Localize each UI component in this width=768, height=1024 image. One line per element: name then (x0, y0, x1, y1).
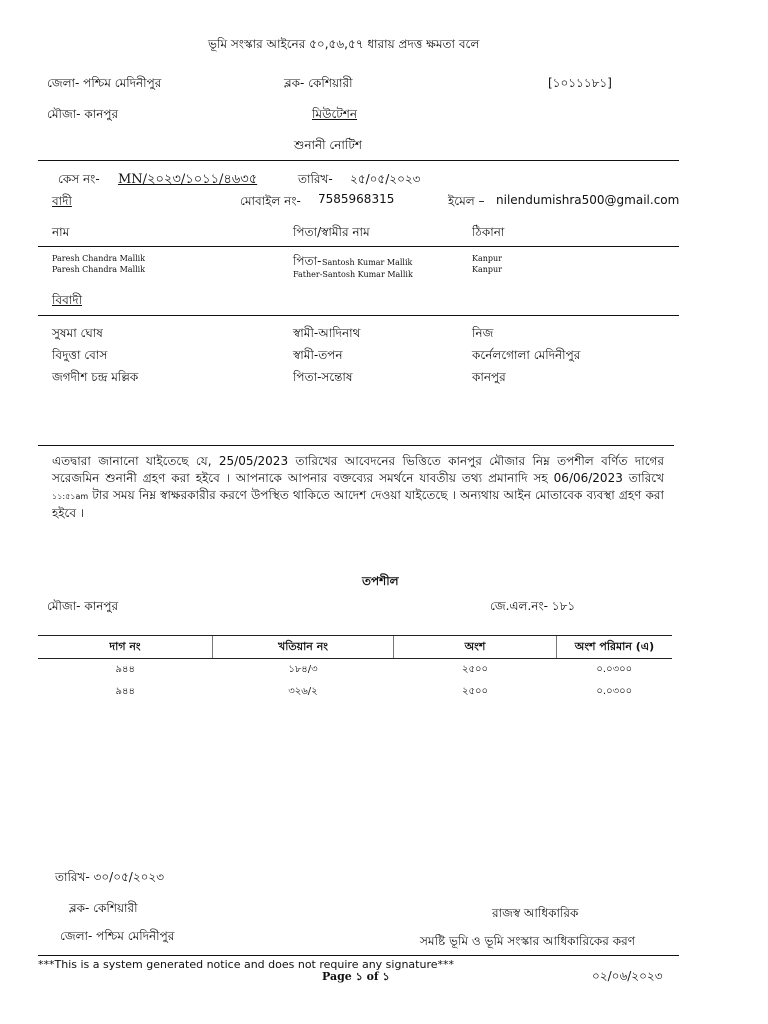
email-label: ইমেল – (448, 194, 485, 208)
column-header-share-area: অংশ পরিমান (এ) (557, 636, 673, 659)
dag-number: ৯৪৪ (115, 663, 135, 675)
share: ২৫০০ (462, 663, 488, 675)
table-header-row (38, 636, 672, 659)
officer-title: রাজস্ব আধিকারিক (492, 906, 579, 920)
share: ২৫০০ (462, 685, 488, 697)
mouza-label: মৌজা- কানপুর (47, 107, 119, 121)
defendant-address: নিজ (472, 326, 494, 340)
column-header-relation: পিতা/স্বামীর নাম (293, 225, 370, 239)
plaintiff-name: Paresh Chandra Mallik (52, 265, 146, 274)
notice-body-part2: টার সময় নিম্ন স্বাক্ষরকারীর করণে উপস্থিত থাকিতে আদেশ দেওয়া যাইতেছে । অন্যথায় আইন মোতাবেক ব্যবস্থা গ্রহণ করা হইবে । (52, 488, 664, 520)
district-label: জেলা- পশ্চিম মেদিনীপুর (47, 76, 162, 90)
plaintiff-name: Paresh Chandra Mallik (52, 254, 146, 263)
footer-block: ব্লক- কেশিয়ারী (69, 901, 138, 915)
jl-number: জে.এল.নং- ১৮১ (490, 599, 576, 613)
plaintiff-relation-prefix: পিতা- (293, 254, 322, 268)
defendant-name: সুষমা ঘোষ (52, 326, 103, 340)
divider (38, 246, 679, 247)
notice-body-part1: এতদ্বারা জানানো যাইতেছে যে, 25/05/2023 তারিখের আবেদনের ভিত্তিতে কানপুর মৌজার নিম্ন তপশীল বর্ণিত দাগের সরেজমিন শুনানী গ্রহণ করা হইবে । আপনাকে আপনার বক্তব্যের সমর্থনে যাবতীয় তথ্য প্রমানাদি সহ 06/06/2023 তারিখে (52, 454, 664, 485)
table-row (38, 681, 672, 703)
defendant-name: জগদীশ চন্দ্র মল্লিক (52, 370, 139, 384)
column-header-khatian: খতিয়ান নং (213, 636, 394, 659)
authority-line: ভূমি সংস্কার আইনের ৫০,৫৬,৫৭ ধারায় প্রদত্ত ক্ষমতা বলে (208, 37, 480, 51)
defendant-name: বিদুত্তা বোস (52, 348, 108, 362)
mobile-number: 7585968315 (318, 192, 395, 206)
plaintiff-address: Kanpur (472, 254, 502, 263)
plaintiff-relation: Father-Santosh Kumar Mallik (293, 270, 413, 279)
office-code: [১০১১১৮১] (548, 76, 612, 90)
footer-district: জেলা- পশ্চিম মেদিনীপুর (60, 929, 175, 943)
plaintiff-section-label: বাদী (52, 194, 72, 208)
print-date: ০২/০৬/২০২৩ (592, 969, 663, 983)
case-number-label: কেস নং- (58, 172, 100, 186)
dag-number: ৯৪৪ (115, 685, 135, 697)
page-number: Page ১ of ১ (322, 970, 390, 983)
case-number: MN/২০২৩/১০১১/৪৬৩৫ (118, 172, 258, 187)
divider (38, 445, 674, 446)
tapsil-title: তপশীল (362, 574, 399, 588)
block-label: ব্লক- কেশিয়ারী (284, 76, 353, 90)
khatian-number: ১৮৪/৩ (288, 663, 318, 675)
tapsil-mouza: মৌজা- কানপুর (47, 599, 119, 613)
hearing-time: ১১:৫১am (52, 492, 89, 501)
office-name: সমষ্টি ভূমি ও ভূমি সংস্কার আধিকারিকের করণ (420, 934, 635, 948)
divider (38, 315, 679, 316)
tapsil-table (38, 635, 672, 703)
defendant-relation: স্বামী-তপন (293, 348, 343, 362)
notice-type: মিউটেশন (312, 107, 358, 121)
column-header-dag: দাগ নং (38, 636, 213, 659)
defendant-relation: স্বামী-আদিনাথ (293, 326, 361, 340)
case-date: ২৫/০৫/২০২৩ (350, 172, 421, 186)
column-header-share: অংশ (394, 636, 557, 659)
email-address: nilendumishra500@gmail.com (496, 193, 680, 207)
share-area: ০.০৩০০ (596, 685, 633, 697)
divider (38, 955, 679, 956)
notice-title: শুনানী নোটিশ (294, 138, 362, 152)
defendant-section-label: বিবাদী (52, 293, 83, 307)
mobile-label: মোবাইল নং- (240, 194, 301, 208)
defendant-address: কানপুর (472, 370, 506, 384)
defendant-address: কর্নেলগোলা মেদিনীপুর (472, 348, 581, 362)
system-note: ***This is a system generated notice and does not require any signature*** (38, 958, 455, 971)
divider (38, 160, 679, 161)
case-date-label: তারিখ- (298, 172, 333, 186)
notice-body (52, 453, 664, 522)
defendant-relation: পিতা-সন্তোষ (293, 370, 353, 384)
table-row (38, 659, 672, 682)
plaintiff-relation: Santosh Kumar Mallik (322, 258, 413, 267)
footer-date: তারিখ- ৩০/০৫/২০২৩ (55, 870, 165, 884)
khatian-number: ৩২৬/২ (288, 685, 318, 697)
share-area: ০.০৩০০ (596, 663, 633, 675)
column-header-name: নাম (52, 225, 70, 239)
column-header-address: ঠিকানা (472, 225, 505, 239)
plaintiff-address: Kanpur (472, 265, 502, 274)
